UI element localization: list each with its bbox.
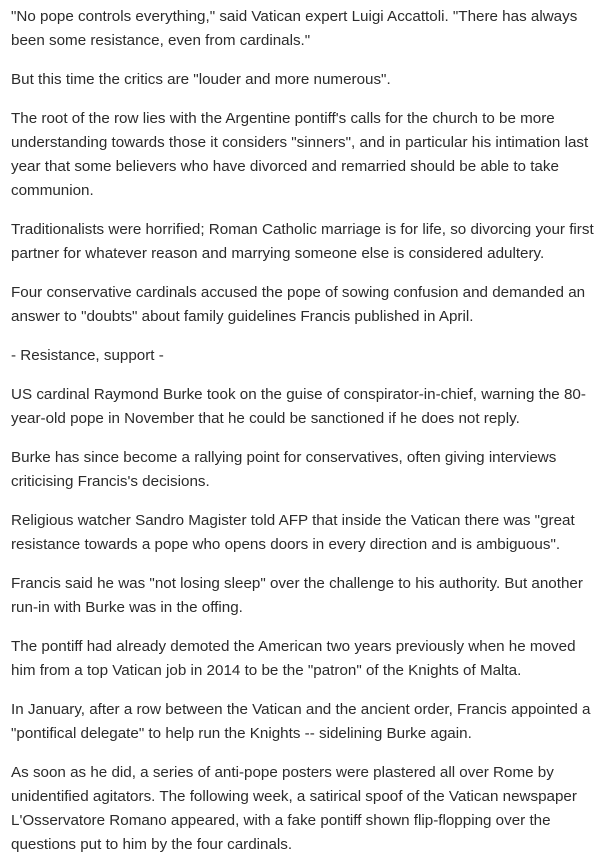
section-subheading: - Resistance, support - <box>11 347 164 364</box>
article-paragraph: Religious watcher Sandro Magister told AFP that inside the Vatican there was "great resistance towards a pope who opens doors in every direction and is ambiguous". <box>11 512 575 553</box>
article-paragraph: In January, after a row between the Vatican and the ancient order, Francis appointed a "pontifical delegate" to help run the Knights -- sidelining Burke again. <box>11 701 591 742</box>
article-paragraph: Traditionalists were horrified; Roman Catholic marriage is for life, so divorcing your first partner for whatever reason and marrying someone else is considered adultery. <box>11 221 594 262</box>
article-paragraph: As soon as he did, a series of anti-pope posters were plastered all over Rome by unidentified agitators. The following week, a satirical spoof of the Vatican newspaper L'Osservatore Romano appeared, with a fake pontiff shown flip-flopping over the questions put to him by the four cardinals. <box>11 764 577 853</box>
article-paragraph: Four conservative cardinals accused the pope of sowing confusion and demanded an answer to "doubts" about family guidelines Francis published in April. <box>11 284 586 325</box>
article-paragraph: The pontiff had already demoted the American two years previously when he moved him from a top Vatican job in 2014 to be the "patron" of the Knights of Malta. <box>11 638 576 679</box>
article-paragraph: But this time the critics are "louder and more numerous". <box>11 71 391 88</box>
article-paragraph: US cardinal Raymond Burke took on the guise of conspirator-in-chief, warning the 80-year-old pope in November that he could be sanctioned if he does not reply. <box>11 386 586 427</box>
article-paragraph: Francis said he was "not losing sleep" over the challenge to his authority. But another run-in with Burke was in the offing. <box>11 575 583 616</box>
article-paragraph: Burke has since become a rallying point for conservatives, often giving interviews criticising Francis's decisions. <box>11 449 557 490</box>
article-paragraph: "No pope controls everything," said Vatican expert Luigi Accattoli. "There has always been some resistance, even from cardinals." <box>11 8 578 49</box>
article-paragraph: The root of the row lies with the Argentine pontiff's calls for the church to be more understanding towards those it considers "sinners", and in particular his intimation last year that some believers who have divorced and remarried should be able to take communion. <box>11 110 589 199</box>
